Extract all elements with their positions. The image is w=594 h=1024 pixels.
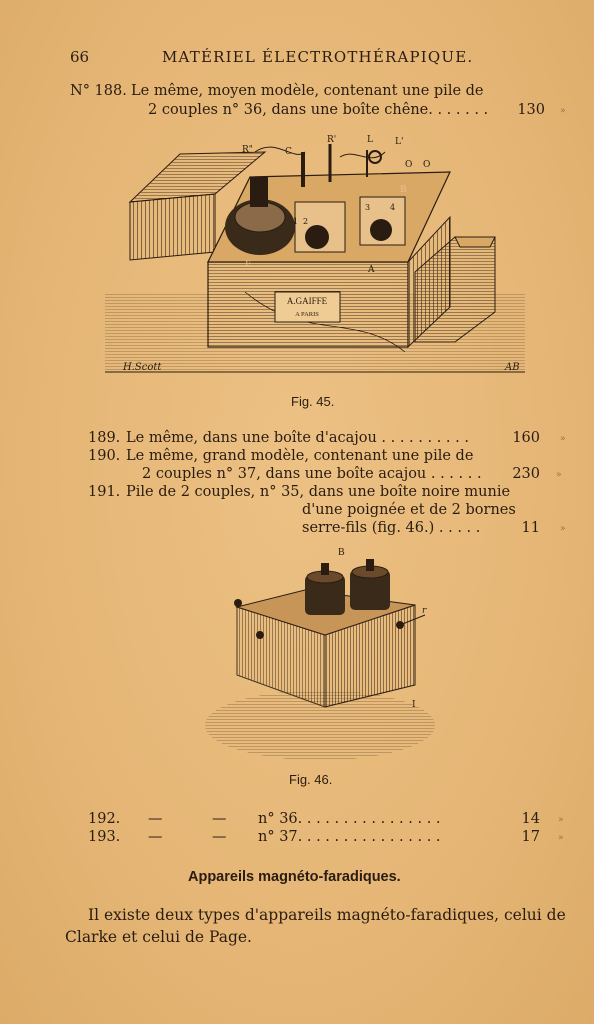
figure-46-caption: Fig. 46. [289, 772, 333, 787]
entry-193-price: 17 [521, 829, 540, 845]
entry-189-line1: Le même, dans une boîte d'acajou . . . . . . . . . . [126, 430, 469, 446]
fig45-label-9: A [368, 265, 375, 275]
page-number: 66 [70, 48, 90, 66]
fig45-label-8: E [245, 260, 252, 270]
fig45-label-12: 3 [365, 203, 371, 212]
fig45-label-10: 1 [293, 217, 299, 226]
fig46-label-top: B [338, 547, 345, 558]
fig45-label-3: L [367, 135, 373, 145]
fig45-label-11: 2 [303, 217, 309, 226]
entry-188-line2: 2 couples n° 36, dans une boîte chêne. . . . . . . [148, 102, 489, 118]
entry-192-price: 14 [521, 811, 540, 827]
fig46-label-bottom: I [412, 700, 416, 710]
entry-190-line1: Le même, grand modèle, contenant une pile de [126, 448, 474, 464]
fig46-label-right: r [422, 606, 427, 616]
entry-188-price: 130 [517, 102, 545, 118]
figure-45-illustration [105, 132, 530, 382]
fig45-label-1: C [285, 147, 292, 157]
fig45-label-7: B [400, 185, 407, 195]
entry-189-number: 189. [88, 430, 121, 446]
fig45-signature-right: AB [505, 362, 520, 373]
entry-192-dash1: — [148, 811, 163, 827]
fig45-label-13: 4 [390, 203, 396, 212]
entry-193-mark: » [558, 833, 564, 843]
entry-193-dash2: — [212, 829, 227, 845]
entry-192-mark: » [558, 815, 564, 825]
fig45-plate-line1: A.GAIFFE [286, 296, 328, 306]
running-title: MATÉRIEL ÉLECTROTHÉRAPIQUE. [162, 48, 474, 66]
entry-192-line1: n° 36. . . . . . . . . . . . . . . . [258, 811, 441, 827]
section-title: Appareils magnéto-faradiques. [188, 869, 401, 885]
fig45-signature-left: H.Scott [123, 362, 162, 373]
entry-188-line1: Le même, moyen modèle, contenant une pile de [131, 83, 484, 99]
entry-190-line2: 2 couples n° 37, dans une boîte acajou . . . . . . [142, 466, 482, 482]
entry-189-price: 160 [512, 430, 540, 446]
entry-191-mark: » [560, 524, 566, 534]
entry-192-dash2: — [212, 811, 227, 827]
entry-191-line3: serre-fils (fig. 46.) . . . . . [302, 520, 481, 536]
entry-193-number: 193. [88, 829, 121, 845]
entry-193-line1: n° 37. . . . . . . . . . . . . . . . [258, 829, 441, 845]
entry-191-number: 191. [88, 484, 121, 500]
entry-190-mark: » [556, 470, 562, 480]
figure-46-illustration [200, 545, 440, 765]
entry-190-price: 230 [512, 466, 540, 482]
section-paragraph-line1: Il existe deux types d'appareils magnéto-faradiques, celui de [88, 906, 566, 924]
fig45-label-2: R' [327, 135, 337, 145]
section-paragraph-line2: Clarke et celui de Page. [65, 928, 252, 946]
entry-191-line1: Pile de 2 couples, n° 35, dans une boîte noire munie [126, 484, 511, 500]
entry-192-number: 192. [88, 811, 121, 827]
fig45-label-5: O [405, 160, 413, 170]
entry-193-dash1: — [148, 829, 163, 845]
entry-188-number: N° 188. [70, 83, 127, 99]
entry-191-price: 11 [521, 520, 540, 536]
entry-190-number: 190. [88, 448, 121, 464]
entry-188-mark: » [560, 106, 566, 116]
fig45-label-0: R" [242, 145, 253, 155]
fig45-label-6: O [423, 160, 431, 170]
fig45-label-4: L' [395, 137, 404, 147]
figure-45-caption: Fig. 45. [291, 394, 335, 409]
entry-191-line2: d'une poignée et de 2 bornes [302, 502, 516, 518]
entry-189-mark: » [560, 434, 566, 444]
fig45-plate-line2: A PARIS [295, 311, 319, 318]
